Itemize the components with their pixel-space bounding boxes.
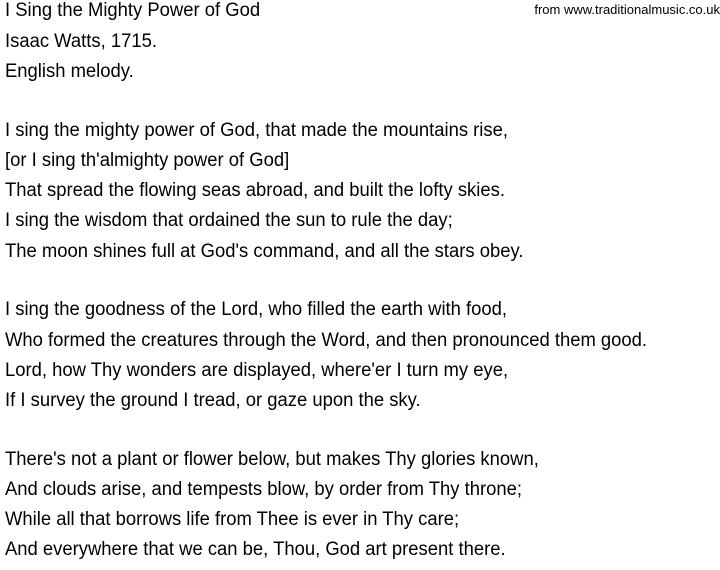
verse-line: I sing the goodness of the Lord, who filled the earth with food, (5, 299, 508, 320)
verse-line: [or I sing th'almighty power of God] (5, 150, 290, 171)
verse-line: If I survey the ground I tread, or gaze upon the sky. (5, 390, 421, 411)
verse-line: The moon shines full at God's command, and all the stars obey. (5, 241, 524, 262)
verse-line: Lord, how Thy wonders are displayed, where'er I turn my eye, (5, 360, 509, 381)
hymn-melody: English melody. (5, 61, 134, 82)
verse-line: And clouds arise, and tempests blow, by order from Thy throne; (5, 479, 522, 500)
verse-line: And everywhere that we can be, Thou, God art present there. (5, 539, 506, 560)
verse-line: I sing the wisdom that ordained the sun to rule the day; (5, 210, 453, 231)
verse-line: Who formed the creatures through the Word, and then pronounced them good. (5, 330, 648, 351)
verse-line: That spread the flowing seas abroad, and built the lofty skies. (5, 180, 505, 201)
source-credit: from www.traditionalmusic.co.uk (534, 2, 720, 17)
verse-line: There's not a plant or flower below, but makes Thy glories known, (5, 449, 539, 470)
verse-line: While all that borrows life from Thee is ever in Thy care; (5, 509, 460, 530)
verse-line: I sing the mighty power of God, that made the mountains rise, (5, 120, 509, 141)
hymn-author: Isaac Watts, 1715. (5, 31, 157, 52)
hymn-title: I Sing the Mighty Power of God (5, 0, 261, 21)
